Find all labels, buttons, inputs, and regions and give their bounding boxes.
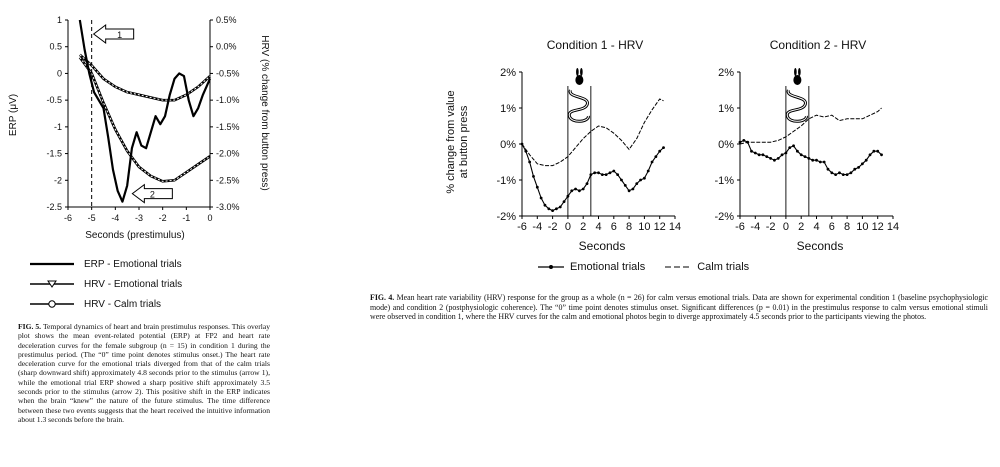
legend-label-calm: Calm trials (697, 261, 750, 273)
fig4-c2-point-emotional (815, 159, 818, 162)
fig5-series-erp-emotional (80, 20, 210, 202)
fig4-c1-point-emotional (589, 173, 592, 176)
fig5-ytick-left-label: -1.5 (46, 148, 62, 159)
fig4-c1-point-emotional (555, 207, 558, 210)
legend-label: ERP - Emotional trials (84, 258, 182, 270)
fig4-c1-ytick-label: 0% (500, 139, 516, 151)
fig4-c1-point-emotional (601, 173, 604, 176)
fig4-c2-stimulus-snake-icon (787, 68, 806, 121)
fig5-xtick-label: -5 (87, 213, 96, 223)
fig4-c2-point-emotional (796, 150, 799, 153)
fig5-legend (28, 254, 182, 314)
fig5-ytick-right-label: -3.0% (216, 202, 240, 212)
fig5-xtick-label: -3 (134, 213, 144, 223)
legend-line-thick-icon (28, 259, 76, 269)
fig4-c1-xtick-label: 2 (580, 221, 587, 233)
fig4-c1-point-emotional (643, 177, 646, 180)
fig4-c1-xtick-label: 8 (626, 221, 633, 233)
fig4-c1-point-emotional (536, 186, 539, 189)
fig5-xtick-label: -1 (182, 213, 191, 223)
fig4-c1-ytick-label: 2% (500, 67, 516, 79)
legend-hrv-emotional (28, 274, 182, 294)
legend-label: HRV - Calm trials (84, 298, 162, 310)
fig4-c1-xtick-label: 10 (638, 221, 651, 233)
fig4-c1-xtick-label: 14 (668, 221, 682, 233)
fig4-c2-xtick-label: 10 (856, 221, 869, 233)
fig4-c2-xtick-label: 4 (813, 221, 820, 233)
fig4-c2-point-emotional (861, 162, 864, 165)
fig4-caption-label: FIG. 4. (370, 293, 395, 302)
legend-label-emotional: Emotional trials (570, 261, 646, 273)
fig4-c2-point-emotional (830, 171, 833, 174)
fig5-ytick-right-label: -1.5% (216, 121, 240, 132)
fig4-c1-point-emotional (547, 207, 550, 210)
fig5-caption-label: FIG. 5. (18, 322, 42, 331)
fig4-caption-text: Mean heart rate variability (HRV) response for the group as a whole (n = 26) for calm versus emotional trials. Data are shown for experimental condition 1 (baseline psychophysiologic mode) and condition 2 (postphysiologic coherence). The “0” time point denotes stimulus onset. Significant differences (p = 0.01) in the prestimulus response to calm versus emotional stimuli were observed in condition 1, where the HRV curves for the calm and emotional photos begin to diverge approximately 4.5 seconds prior to the participants viewing the photos. (370, 293, 988, 322)
fig4-c2-point-emotional (800, 153, 803, 156)
fig5-ytick-left-label: 0.5 (49, 41, 62, 52)
fig4-c2-point-emotional (773, 159, 776, 162)
fig5-ytick-right-label: -0.5% (216, 68, 240, 79)
fig4-c2-point-emotional (739, 141, 742, 144)
fig5-ytick-right-label: 0.5% (216, 15, 237, 25)
fig4-c1-series-emotional (522, 144, 664, 211)
fig4-c1-point-emotional (567, 195, 570, 198)
bunny-body (575, 75, 583, 85)
fig5-ytick-right-label: -1.0% (216, 95, 240, 106)
fig4-c1-point-emotional (662, 146, 665, 149)
fig5-caption (18, 322, 270, 424)
fig4-c2-point-emotional (781, 153, 784, 156)
fig4-c1-point-emotional (605, 173, 608, 176)
fig5-ytick-right-label: 0.0% (216, 41, 237, 52)
fig4-c2-xtick-label: 6 (828, 221, 835, 233)
fig4-c1-point-emotional (654, 155, 657, 158)
fig4-title-left: Condition 1 - HRV (546, 38, 644, 52)
legend-line-circle-icon (28, 299, 76, 309)
fig4-c1-point-emotional (563, 200, 566, 203)
fig4-c1-point-emotional (551, 209, 554, 212)
fig4-c2-ytick-label: 1% (718, 103, 734, 115)
bunny-ear (798, 68, 801, 76)
fig4-c1-point-emotional (578, 189, 581, 192)
fig4-c2-point-emotional (872, 150, 875, 153)
legend-line-dot-icon (536, 262, 566, 272)
fig5-arrow1-label: 1 (117, 30, 123, 40)
fig4-c2-point-emotional (857, 166, 860, 169)
fig4-c1-point-emotional (647, 170, 650, 173)
fig4-c2-xtick-label: -2 (765, 221, 776, 233)
fig4-c1-ytick-label: -1% (496, 175, 516, 187)
fig4-c1-point-emotional (532, 175, 535, 178)
fig4-c2-point-emotional (869, 153, 872, 156)
fig4-c1-ytick-label: -2% (496, 211, 516, 223)
fig4-c2-point-emotional (762, 153, 765, 156)
fig4-c1-xtick-label: -6 (517, 221, 527, 233)
fig5-ytick-left-label: 1 (56, 15, 62, 25)
fig5-ylabel-right: HRV (% change from button press) (259, 35, 270, 191)
fig4-c2-series-emotional (740, 140, 882, 174)
fig4-c2-point-emotional (754, 152, 757, 155)
fig5-arrow1-icon (94, 25, 134, 43)
fig4-c1-point-emotional (632, 188, 635, 191)
fig4-c1-stimulus-snake-icon (569, 68, 588, 121)
fig4-c2-series-calm (740, 108, 882, 144)
fig4-c1-xtick-label: -4 (532, 221, 543, 233)
fig4-ylabel-line1: % change from value (445, 90, 457, 194)
fig5-ytick-left-label: -0.5 (46, 95, 62, 106)
bunny-ear (794, 68, 797, 76)
fig4-legend (536, 261, 749, 273)
legend-erp-emotional (28, 254, 182, 274)
fig4-c2-point-emotional (807, 157, 810, 160)
fig4-c2-point-emotional (823, 161, 826, 164)
fig5-xlabel: Seconds (prestimulus) (85, 230, 185, 241)
fig4-c1-xtick-label: 4 (595, 221, 602, 233)
fig4-c1-point-emotional (609, 171, 612, 174)
fig4-c2-point-emotional (785, 152, 788, 155)
fig4-c2-point-emotional (827, 168, 830, 171)
fig4-c1-point-emotional (628, 189, 631, 192)
fig4-c2-point-emotional (769, 157, 772, 160)
fig4-c2-point-emotional (838, 171, 841, 174)
fig5-panel (0, 0, 270, 250)
fig5-xtick-label: 0 (207, 213, 213, 223)
fig4-panel (440, 30, 920, 255)
fig4-c2-point-emotional (792, 144, 795, 147)
fig4-c2-point-emotional (846, 173, 849, 176)
fig4-c2-point-emotional (865, 159, 868, 162)
bunny-ear (576, 68, 579, 76)
fig4-c2-point-emotional (853, 168, 856, 171)
fig5-caption-text: Temporal dynamics of heart and brain prestimulus responses. This overlay plot shows the mean event-related potential (ERP) at FP2 and heart rate deceleration curves for the female subgroup (n = 15) in condition 1 during the prestimulus period. (The “0” time point denotes stimulus onset.) The heart rate deceleration curve for the emotional trials diverged from that of the calm trials (sharp downward shift) approximately 4.8 seconds prior to the stimulus (arrow 1), while the emotional trial ERP showed a sharp positive shift approximately 3.5 seconds prior to the stimulus (arrow 2). This positive shift in the ERP indicates when the brain “knew” the nature of the future stimulus. The time difference between these two events suggests that the heart received the intuitive information about 1.3 seconds before the brain. (18, 322, 270, 424)
fig4-c1-xtick-label: 6 (610, 221, 617, 233)
fig4-c2-xtick-label: 0 (782, 221, 789, 233)
bunny-body (793, 75, 801, 85)
fig4-c1-xtick-label: -2 (547, 221, 558, 233)
fig4-c1-point-emotional (528, 161, 531, 164)
fig4-xlabel-left: Seconds (578, 239, 626, 253)
fig4-c2-xtick-label: 8 (844, 221, 851, 233)
fig4-c2-ytick-label: 2% (718, 67, 734, 79)
fig4-c1-point-emotional (521, 143, 524, 146)
fig4-c1-point-emotional (544, 204, 547, 207)
fig4-c1-point-emotional (524, 150, 527, 153)
fig4-c2-point-emotional (850, 171, 853, 174)
fig4-c2-xtick-label: 14 (886, 221, 900, 233)
fig4-c2-point-emotional (765, 155, 768, 158)
fig4-c2-xtick-label: 2 (798, 221, 805, 233)
fig4-c1-point-emotional (593, 171, 596, 174)
fig4-ylabel-line2: at button press (458, 105, 470, 179)
fig4-c1-point-emotional (658, 150, 661, 153)
fig4-c2-point-emotional (842, 173, 845, 176)
legend-label: HRV - Emotional trials (84, 278, 183, 290)
fig4-c2-point-emotional (758, 153, 761, 156)
fig5-ytick-right-label: -2.0% (216, 148, 240, 159)
fig4-c1-series-calm (522, 99, 664, 166)
fig5-ytick-left-label: -2.5 (46, 202, 62, 212)
fig4-c2-point-emotional (880, 153, 883, 156)
fig5-xtick-label: -2 (158, 213, 167, 223)
fig4-c2-point-emotional (811, 159, 814, 162)
fig4-c1-point-emotional (651, 161, 654, 164)
fig4-c1-point-emotional (540, 197, 543, 200)
fig4-c2-point-emotional (750, 150, 753, 153)
fig4-xlabel-right: Seconds (796, 239, 844, 253)
fig5-arrow2-label: 2 (149, 189, 155, 200)
bunny-ear (580, 68, 583, 76)
fig4-c2-xtick-label: 12 (871, 221, 884, 233)
fig4-c1-point-emotional (559, 206, 562, 209)
fig4-c1-point-emotional (570, 189, 573, 192)
fig4-c2-ytick-label: -1% (714, 175, 734, 187)
fig5-chart (0, 0, 270, 250)
fig5-ytick-right-label: -2.5% (216, 175, 240, 186)
fig5-xtick-label: -6 (63, 213, 73, 223)
fig4-c2-ytick-label: 0% (718, 139, 734, 151)
fig4-c1-point-emotional (620, 179, 623, 182)
fig5-ylabel-left: ERP (μV) (8, 93, 19, 137)
fig4-c1-point-emotional (586, 182, 589, 185)
fig4-c2-xtick-label: -4 (750, 221, 761, 233)
legend-line-dashed-icon (663, 262, 693, 272)
fig4-c2-point-emotional (742, 139, 745, 142)
fig4-c1-point-emotional (635, 182, 638, 185)
fig4-c2-point-emotional (777, 157, 780, 160)
fig4-c2-point-emotional (819, 161, 822, 164)
fig5-xtick-label: -4 (111, 213, 120, 223)
fig4-c1-point-emotional (612, 170, 615, 173)
fig4-c2-point-emotional (876, 150, 879, 153)
legend-hrv-calm (28, 294, 182, 314)
fig4-c1-point-emotional (597, 171, 600, 174)
fig5-ytick-left-label: -1 (53, 121, 62, 132)
fig4-c1-point-emotional (582, 188, 585, 191)
fig4-c2-point-emotional (804, 155, 807, 158)
fig4-c1-point-emotional (574, 188, 577, 191)
fig4-c1-point-emotional (639, 179, 642, 182)
fig4-c2-xtick-label: -6 (735, 221, 745, 233)
fig5-ytick-left-label: 0 (56, 68, 62, 79)
fig4-c2-point-emotional (788, 146, 791, 149)
legend-line-triangle-icon (28, 279, 76, 289)
fig4-c2-point-emotional (834, 173, 837, 176)
fig4-chart (440, 30, 920, 255)
fig4-title-right: Condition 2 - HRV (769, 38, 867, 52)
fig4-c1-xtick-label: 0 (564, 221, 571, 233)
fig4-c2-point-emotional (746, 141, 749, 144)
fig4-c1-point-emotional (616, 173, 619, 176)
fig5-ytick-left-label: -2 (53, 175, 62, 186)
fig4-c1-xtick-label: 12 (653, 221, 666, 233)
fig4-c2-ytick-label: -2% (714, 211, 734, 223)
fig4-c1-point-emotional (624, 184, 627, 187)
fig4-caption (370, 293, 988, 322)
fig4-c1-ytick-label: 1% (500, 103, 516, 115)
